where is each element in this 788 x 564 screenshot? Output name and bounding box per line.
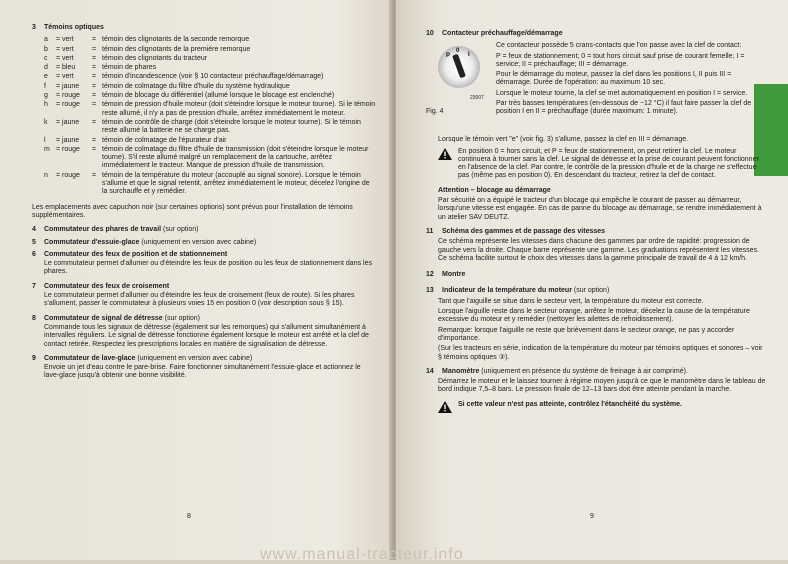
section-number: 7 bbox=[32, 282, 36, 290]
figure-code: 23007 bbox=[470, 95, 484, 102]
left-page bbox=[0, 0, 392, 560]
section-number: 8 bbox=[32, 314, 36, 322]
section-number: 12 bbox=[426, 271, 434, 279]
indicator-color: = jaune bbox=[56, 118, 80, 126]
attention-body: Par sécurité on a équipé le tracteur d'un blocage qui empêche le courant de passer au démarreur, lorsqu'une vitesse est engagée. En cas de panne du blocage au démarrage, se rendre immédiatement à un atelier SAV DEUTZ. bbox=[438, 197, 762, 221]
indicator-description: témoin des clignotants de la première remorque bbox=[102, 45, 251, 53]
indicator-description: témoin de blocage du différentiel (allumé lorsque le blocage est enclenché) bbox=[102, 92, 335, 100]
section-7-title bbox=[32, 283, 376, 291]
section-title-text: Indicateur de la température du moteur bbox=[442, 287, 572, 295]
section-number: 13 bbox=[426, 287, 434, 295]
indicator-key: b bbox=[44, 45, 48, 53]
section-13-p3: Remarque: lorsque l'aiguille ne reste que brièvement dans le secteur orange, ne pas y accorder d'importance. bbox=[438, 326, 735, 342]
indicator-description: témoin de colmatage de l'épurateur d'air bbox=[102, 136, 227, 144]
equals-sign: = bbox=[92, 118, 97, 126]
equals-sign: = bbox=[92, 64, 97, 72]
section-number: 9 bbox=[32, 354, 36, 362]
indicator-color: = rouge bbox=[56, 171, 80, 179]
attention-title: Attention – blocage au démarrage bbox=[438, 186, 551, 194]
dial-mark: I bbox=[468, 52, 470, 59]
section-13-p2: Lorsque l'aiguille reste dans le secteur orange, arrêtez le moteur, décelez la cause de la température excessive du moteur et y remédier (nettoyer les ailettes de refroidissement). bbox=[438, 308, 750, 324]
section-title-text: Commutateur des feux de position et de stationnement bbox=[44, 250, 228, 258]
indicator-row bbox=[44, 146, 376, 172]
indicator-row bbox=[44, 101, 376, 119]
equals-sign: = bbox=[92, 36, 97, 44]
section-10-p5: Lorsque le témoin vert "e" (voir fig. 3) s'allume, passez la clef en III = démarrage. bbox=[438, 136, 689, 144]
section-number: 11 bbox=[426, 227, 434, 235]
warning-icon bbox=[438, 401, 452, 413]
equals-sign: = bbox=[92, 92, 97, 100]
section-number: 3 bbox=[32, 24, 36, 31]
section-title-text: Commutateur de signal de détresse bbox=[44, 314, 163, 322]
section-number: 4 bbox=[32, 226, 36, 234]
section-9-title bbox=[32, 355, 376, 363]
section-note: (sur option) bbox=[164, 314, 201, 322]
indicator-color: = vert bbox=[56, 73, 74, 81]
section-note: (uniquement en présence du système de freinage à air comprimé). bbox=[481, 367, 688, 375]
indicator-description: témoin de colmatage du filtre d'huile de transmission (doit s'éteindre lorsque le moteur tourne). S'il reste allumé malgré un remplacement de la cartouche, arrêtez immédiatement le tracteur. Manque de pression d'huile de transmission. bbox=[102, 145, 369, 170]
indicator-row bbox=[44, 83, 376, 92]
equals-sign: = bbox=[92, 171, 97, 179]
section-14-warning bbox=[426, 401, 766, 413]
section-title-text: Commutateur des feux de croisement bbox=[44, 282, 170, 290]
indicator-description: témoin de phares bbox=[102, 64, 157, 72]
indicator-row bbox=[44, 92, 376, 101]
indicator-description: témoin de la température du moteur (accouplé au signal sonore). Lorsque le témoin s'allume et que le signal retentit, arrêtez immédiatement le moteur, décelez l'origine de la surchauffe et y remédier. bbox=[102, 171, 370, 196]
right-page-content bbox=[426, 30, 766, 417]
indicator-key: k bbox=[44, 118, 48, 126]
dial-mark: 0 bbox=[456, 48, 460, 55]
watermark: www.manual-tracteur.info bbox=[260, 546, 464, 563]
indicator-color: = vert bbox=[56, 45, 74, 53]
section-8-title bbox=[32, 315, 376, 323]
figure-label: Fig. 4 bbox=[426, 108, 444, 116]
section-11-body: Ce schéma représente les vitesses dans chacune des gammes par ordre de rapidité: progression de gauche vers la droite. Chaque barre représente une gamme. Les graduations représentent les vitesses. Ce schéma facilite surtout le choix des vitesses dans la gamme principale de travail de 4 à 12 km/h. bbox=[438, 238, 760, 262]
indicator-key: h bbox=[44, 101, 48, 109]
indicator-key: l bbox=[44, 136, 46, 144]
indicator-description: témoin des clignotants du tracteur bbox=[102, 54, 208, 62]
equals-sign: = bbox=[92, 54, 97, 62]
indicator-key: g bbox=[44, 92, 48, 100]
indicator-key: c bbox=[44, 54, 48, 62]
indicator-description: témoin d'incandescence (voir § 10 contacteur préchauffage/démarrage) bbox=[102, 73, 324, 81]
section-13-p1: Tant que l'aiguille se situe dans le secteur vert, la température du moteur est correcte. bbox=[438, 297, 704, 305]
page-number: 9 bbox=[590, 513, 594, 520]
section-14-title bbox=[426, 368, 766, 376]
section-title-text: Témoins optiques bbox=[44, 24, 104, 31]
indicator-color: = jaune bbox=[56, 82, 80, 90]
section-number: 6 bbox=[32, 250, 36, 258]
dial-mark: P bbox=[446, 53, 451, 60]
section-number: 14 bbox=[426, 367, 434, 375]
equals-sign: = bbox=[92, 145, 97, 153]
indicator-lights-table bbox=[44, 36, 376, 197]
section-title-text: Commutateur des phares de travail bbox=[44, 226, 162, 234]
section-10-p3: Lorsque le moteur tourne, la clef se met automatiquement en position I = service. bbox=[496, 89, 748, 97]
indicator-color: = bleu bbox=[56, 64, 76, 72]
indicator-color: = jaune bbox=[56, 136, 80, 144]
section-title-text: Contacteur préchauffage/démarrage bbox=[442, 30, 563, 37]
section-note: (uniquement en version avec cabine) bbox=[141, 238, 257, 246]
section-10-text bbox=[496, 42, 766, 116]
indicator-row bbox=[44, 55, 376, 64]
equals-sign: = bbox=[92, 101, 97, 109]
section-14-body: Démarrez le moteur et le laissez tourner à régime moyen jusqu'à ce que le manomètre dans le tableau de bord indique 7,5–8 bars. Le pression finale de 12–13 bars doit être atteinte pendant la marche. bbox=[438, 378, 766, 394]
indicator-key: e bbox=[44, 73, 48, 81]
section-10-warning bbox=[426, 148, 766, 181]
indicator-description: témoin de pression d'huile moteur (doit s'éteindre lorsque le moteur tourne). Si le témoin reste allumé, il n'y a pas de pression d'huile, arrêtez immédiatement le moteur. bbox=[102, 101, 376, 117]
section-number: 5 bbox=[32, 238, 36, 246]
indicator-color: = rouge bbox=[56, 101, 80, 109]
section-13-title bbox=[426, 287, 766, 295]
warning-text: En position 0 = hors circuit, et P = feux de stationnement, on peut retirer la clef. Le moteur continuera à tourner sans la clef. Le signal de détresse et la prise de courant peuvent fonctionner en l'absence de la clef. Par contre, le contrôle de la pression d'huile et de la charge ne s'effectue pas (même pas en position 0). En descendant du tracteur, retirez la clef de contact. bbox=[458, 147, 759, 180]
section-note: (sur option) bbox=[163, 226, 199, 234]
section-7-body: Le commutateur permet d'allumer ou d'éteindre les feux de croisement (feux de route). Si les phares s'allument, passer le commutateur à plusieurs voies 15 en position 0 (voir description sous § 15). bbox=[44, 292, 355, 308]
indicator-key: f bbox=[44, 82, 46, 90]
indicator-key: m bbox=[44, 145, 50, 153]
indicator-row bbox=[44, 46, 376, 55]
indicator-key: d bbox=[44, 64, 48, 72]
equals-sign: = bbox=[92, 73, 97, 81]
indicator-footnote: Les emplacements avec capuchon noir (sur certaines options) sont prévus pour l'installation de témoins supplémentaires. bbox=[32, 203, 353, 219]
section-5-title bbox=[32, 239, 376, 247]
indicator-row bbox=[44, 119, 376, 137]
section-10-p2: Pour le démarrage du moteur, passez la clef dans les positions I, II puis III = démarrage. Durée de l'opération: au maximum 10 sec. bbox=[496, 71, 732, 87]
indicator-key: a bbox=[44, 36, 48, 44]
figure-4-ignition-switch bbox=[426, 42, 490, 134]
indicator-row bbox=[44, 73, 376, 82]
section-note: (sur option) bbox=[573, 287, 610, 295]
section-4-title bbox=[32, 226, 376, 234]
warning-icon bbox=[438, 148, 452, 160]
section-8-body: Commande tous les signaux de détresse (également sur les remorques) qui s'allument simultanément à intervalles réguliers. Le signal de détresse fonctionne également lorsque le moteur est arrêté et la clef de contact retirée. Respectez les prescriptions locales en matière de signalisation de détresse. bbox=[44, 323, 369, 348]
indicator-color: = vert bbox=[56, 36, 74, 44]
indicator-description: témoin de contrôle de charge (doit s'éteindre lorsque le moteur tourne). Si le témoin reste allumé la batterie ne se charge pas. bbox=[102, 118, 361, 135]
section-10-p4: Par très basses températures (en-dessous de −12 °C) il faut faire passer la clef de position I en II = préchauffage (durée maximum: 1 minute). bbox=[496, 100, 752, 116]
section-13-p4: (Sur les tracteurs en série, indication de la température du moteur par témoins optiques et sonores – voir § témoins optiques ③). bbox=[438, 345, 763, 361]
right-page bbox=[396, 0, 788, 560]
section-title-text: Montre bbox=[442, 271, 466, 279]
section-6-body: Le commutateur permet d'allumer ou d'éteindre les feux de position ou les feux de stationnement dans les phares. bbox=[44, 260, 372, 276]
section-12-title bbox=[426, 271, 766, 279]
indicator-description: témoin de colmatage du filtre d'huile du système hydraulique bbox=[102, 82, 290, 90]
section-10-intro: Ce contacteur possède 5 crans-contacts que l'on passe avec la clef de contact: bbox=[496, 42, 742, 50]
section-3-title bbox=[32, 24, 376, 32]
section-10-p1: P = feux de stationnement; 0 = tout hors circuit sauf prise de courant femelle; I = service; II = préchauffage; III = démarrage. bbox=[496, 52, 745, 68]
section-title-text: Schéma des gammes et de passage des vitesses bbox=[442, 227, 606, 235]
section-title-text: Commutateur de lave-glace bbox=[44, 354, 136, 362]
indicator-row bbox=[44, 172, 376, 198]
section-9-body: Envoie un jet d'eau contre le pare-brise. Faire fonctionner simultanément l'essuie-glace et actionnez le lave-glace jusqu'à obtenir une bonne visibilité. bbox=[44, 364, 361, 380]
section-title-text: Commutateur d'essuie-glace bbox=[44, 238, 140, 246]
page-number: 8 bbox=[187, 513, 191, 520]
warning-text: Si cette valeur n'est pas atteinte, contrôlez l'étanchéité du système. bbox=[458, 400, 682, 408]
left-page-content bbox=[32, 24, 376, 387]
section-11-title bbox=[426, 228, 766, 236]
ignition-dial-image bbox=[438, 46, 480, 88]
equals-sign: = bbox=[92, 82, 97, 90]
equals-sign: = bbox=[92, 45, 97, 53]
indicator-row bbox=[44, 64, 376, 73]
key-slot-icon bbox=[452, 54, 466, 79]
equals-sign: = bbox=[92, 136, 97, 144]
indicator-color: = vert bbox=[56, 54, 74, 62]
indicator-color: = rouge bbox=[56, 145, 80, 153]
section-title-text: Manomètre bbox=[442, 367, 480, 375]
section-number: 10 bbox=[426, 30, 434, 37]
section-note: (uniquement en version avec cabine) bbox=[137, 354, 253, 362]
section-6-title bbox=[32, 251, 376, 259]
indicator-row bbox=[44, 137, 376, 146]
section-10-title bbox=[426, 30, 766, 38]
indicator-description: témoin des clignotants de la seconde remorque bbox=[102, 36, 250, 44]
indicator-row bbox=[44, 36, 376, 45]
indicator-key: n bbox=[44, 171, 48, 179]
indicator-color: = rouge bbox=[56, 92, 80, 100]
